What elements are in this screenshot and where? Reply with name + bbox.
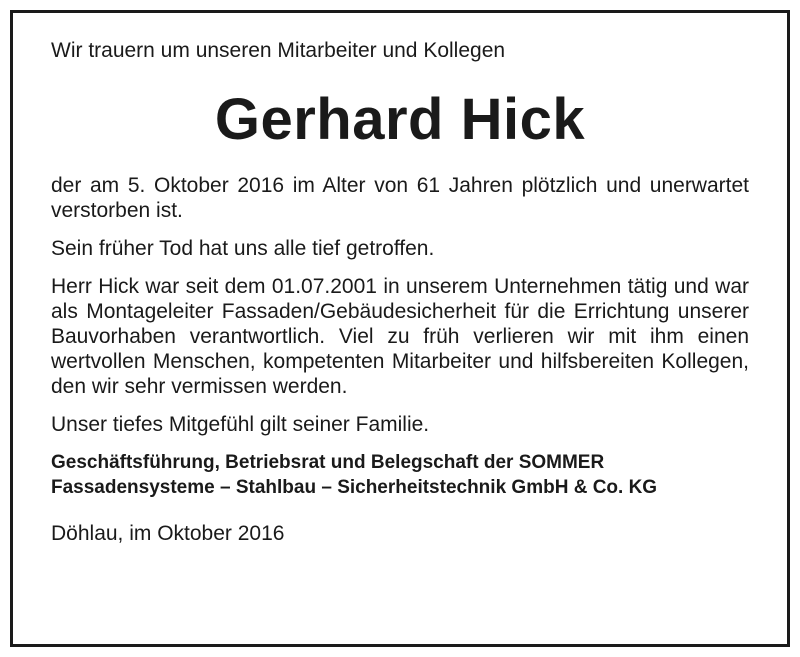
paragraph-death-notice: der am 5. Oktober 2016 im Alter von 61 Jahren plötzlich und unerwartet verstorben ist. (51, 174, 749, 222)
paragraph-condolence: Unser tiefes Mitgefühl gilt seiner Familie. (51, 413, 430, 436)
paragraph-grief: Sein früher Tod hat uns alle tief getroffen. (51, 237, 435, 260)
signature-line-1: Geschäftsführung, Betriebsrat und Belegschaft der SOMMER (51, 452, 605, 473)
deceased-name: Gerhard Hick (214, 87, 586, 152)
paragraph-career: Herr Hick war seit dem 01.07.2001 in unserem Unternehmen tätig und war als Montageleiter Fassaden/Gebäudesicherheit für die Errichtung unserer Bauvorhaben verantwortlich. Viel zu früh verlieren wir mit ihm einen wertvollen Menschen, kompetenten Mitarbeiter und hilfsbereiten Kollegen, den wir sehr vermissen werden. (51, 275, 749, 398)
obituary-content (51, 37, 749, 548)
place-and-date: Döhlau, im Oktober 2016 (51, 522, 285, 545)
obituary-frame (10, 10, 790, 647)
signature-block (51, 450, 749, 500)
intro-text: Wir trauern um unseren Mitarbeiter und Kollegen (51, 39, 506, 62)
signature-line-2: Fassadensysteme – Stahlbau – Sicherheitstechnik GmbH & Co. KG (51, 477, 658, 498)
